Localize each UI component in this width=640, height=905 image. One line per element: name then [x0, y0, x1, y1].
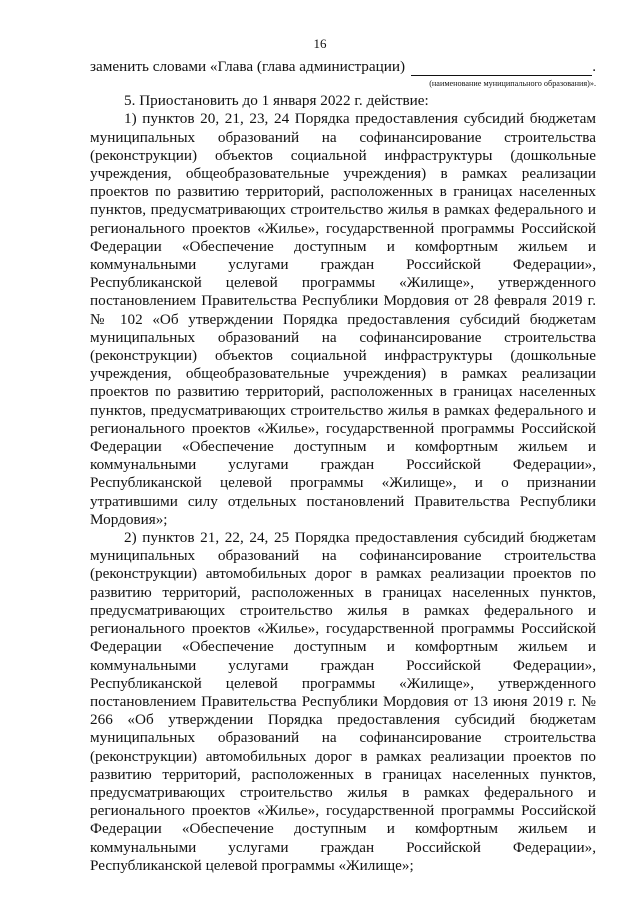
replacement-tail: .: [592, 58, 596, 75]
replacement-text: заменить словами «Глава (глава администрации): [90, 58, 406, 75]
paragraph-item-5: 5. Приостановить до 1 января 2022 г. действие:: [124, 92, 429, 110]
placeholder-note: (наименование муниципального образования)».: [429, 79, 596, 89]
replacement-line: [90, 58, 596, 76]
page-number: 16: [313, 36, 327, 51]
paragraph-subitem-1: 1) пунктов 20, 21, 23, 24 Порядка предоставления субсидий бюджетам муниципальных образований на софинансирование строительства (реконструкции) объектов социальной инфраструктуры (дошкольные учреждения, общеобразовательные учреждения) в рамках реализации проектов по развитию территорий, расположенных в границах населенных пунктов, предусматривающих строительство жилья в рамках федерального и регионального проектов «Жилье», государственной программы Российской Федерации «Обеспечение доступным и комфортным жильем и коммунальными услугами граждан Российской Федерации», Республиканской целевой программы «Жилище», утвержденного постановлением Правительства Республики Мордовия от 28 февраля 2019 г. № 102 «Об утверждении Порядка предоставления субсидий бюджетам муниципальных образований на софинансирование строительства (реконструкции) объектов социальной инфраструктуры (дошкольные учреждения, общеобразовательные учреждения) в рамках реализации проектов по развитию территорий, расположенных в границах населенных пунктов, предусматривающих строительство жилья в рамках федерального и регионального проектов «Жилье», государственной программы Российской Федерации «Обеспечение доступным и комфортным жильем и коммунальными услугами граждан Российской Федерации», Республиканской целевой программы «Жилище», и о признании утратившими силу отдельных постановлений Правительства Республики Мордовия»;: [90, 110, 596, 528]
document-body: [90, 58, 596, 875]
paragraph-subitem-2: 2) пунктов 21, 22, 24, 25 Порядка предоставления субсидий бюджетам муниципальных образований на софинансирование строительства (реконструкции) автомобильных дорог в рамках реализации проектов по развитию территорий, расположенных в границах населенных пунктов, предусматривающих строительство жилья в рамках федерального и регионального проектов «Жилье», государственной программы Российской Федерации «Обеспечение доступным и комфортным жильем и коммунальными услугами граждан Российской Федерации», Республиканской целевой программы «Жилище», утвержденного постановлением Правительства Республики Мордовия от 13 июня 2019 г. № 266 «Об утверждении Порядка предоставления субсидий бюджетам муниципальных образований на софинансирование строительства (реконструкции) автомобильных дорог в рамках реализации проектов по развитию территорий, расположенных в границах населенных пунктов, предусматривающих строительство жилья в рамках федерального и регионального проектов «Жилье», государственной программы Российской Федерации «Обеспечение доступным и комфортным жильем и коммунальными услугами граждан Российской Федерации», Республиканской целевой программы «Жилище»;: [90, 529, 596, 874]
fill-in-blank: [411, 61, 592, 76]
